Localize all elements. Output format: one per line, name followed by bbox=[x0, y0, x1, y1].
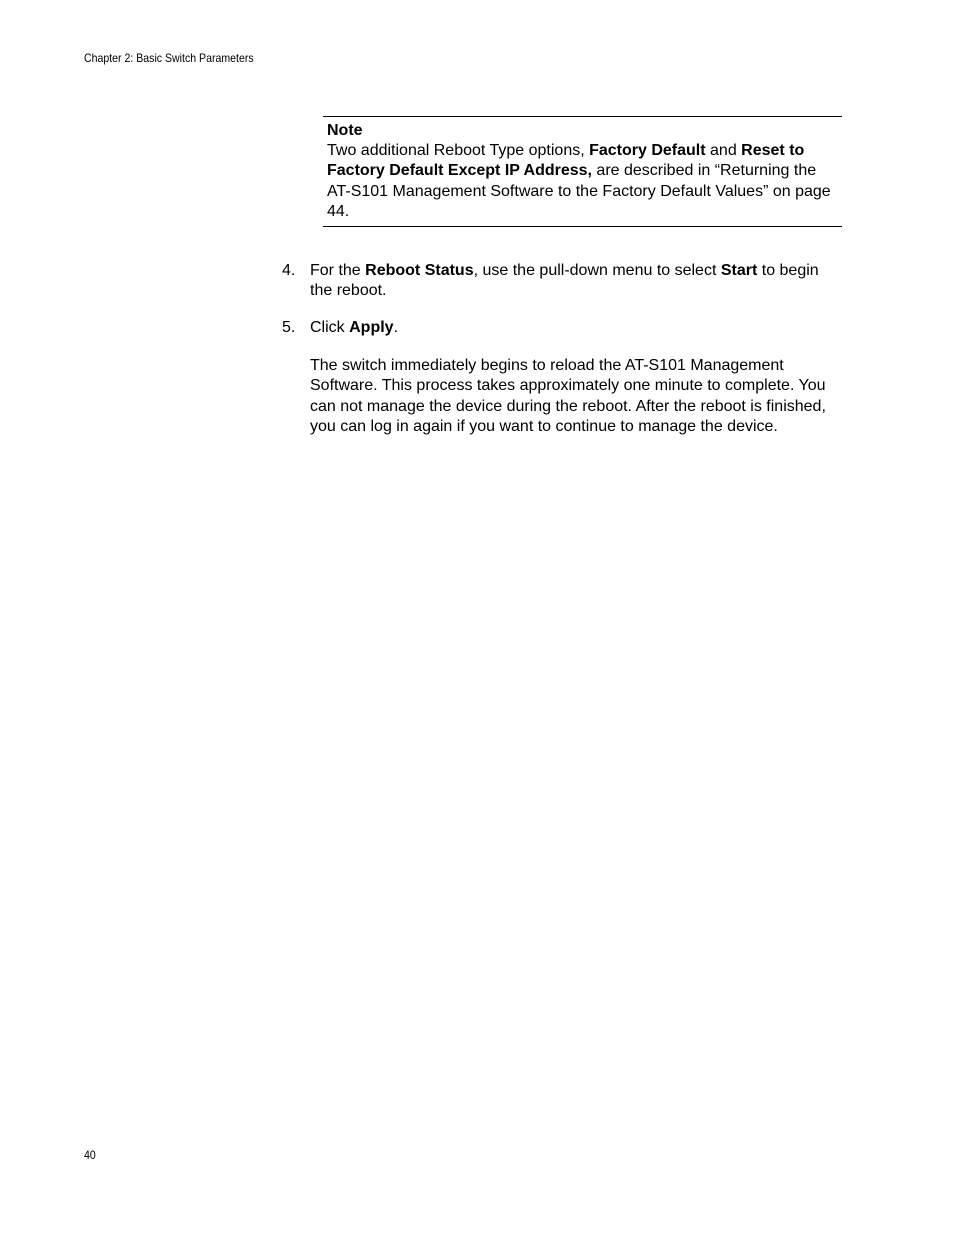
step-4-number: 4. bbox=[282, 262, 296, 279]
running-header: Chapter 2: Basic Switch Parameters bbox=[84, 51, 254, 65]
note-title: Note bbox=[327, 122, 363, 139]
note-bold-reset-option: Reset to Factory Default Except IP Address, bbox=[327, 142, 805, 180]
step-5-text-1: Click bbox=[310, 319, 350, 336]
reboot-description-paragraph: The switch immediately begins to reload the AT-S101 Management Software. This process takes approximately one minute to complete. You can not manage the device during the reboot. After the reboot is finished, you can log in again if you want to continue to manage the device. bbox=[310, 357, 826, 435]
step-5-text-2: . bbox=[393, 319, 399, 336]
step-4-bold-reboot-status: Reboot Status bbox=[365, 262, 474, 279]
step-5-text bbox=[310, 318, 842, 338]
step-4 bbox=[282, 261, 842, 302]
step-4-bold-start: Start bbox=[720, 262, 758, 279]
note-body bbox=[327, 141, 842, 222]
note-text-2: and bbox=[705, 142, 742, 159]
step-5 bbox=[282, 318, 842, 338]
step-4-text-1: For the bbox=[310, 262, 366, 279]
note-bold-factory-default: Factory Default bbox=[589, 142, 706, 159]
note-text-3: are described in “Returning the AT-S101 Management Software to the Factory Default Values” on page 44. bbox=[327, 162, 831, 220]
step-4-text bbox=[310, 261, 842, 302]
step-4-text-2: , use the pull-down menu to select bbox=[473, 262, 721, 279]
page-number: 40 bbox=[84, 1148, 96, 1162]
step-4-text-3: to begin the reboot. bbox=[310, 262, 819, 300]
step-5-bold-apply: Apply bbox=[349, 319, 394, 336]
note-text-1: Two additional Reboot Type options, bbox=[327, 142, 590, 159]
step-5-number: 5. bbox=[282, 319, 296, 336]
note-box bbox=[323, 116, 842, 227]
